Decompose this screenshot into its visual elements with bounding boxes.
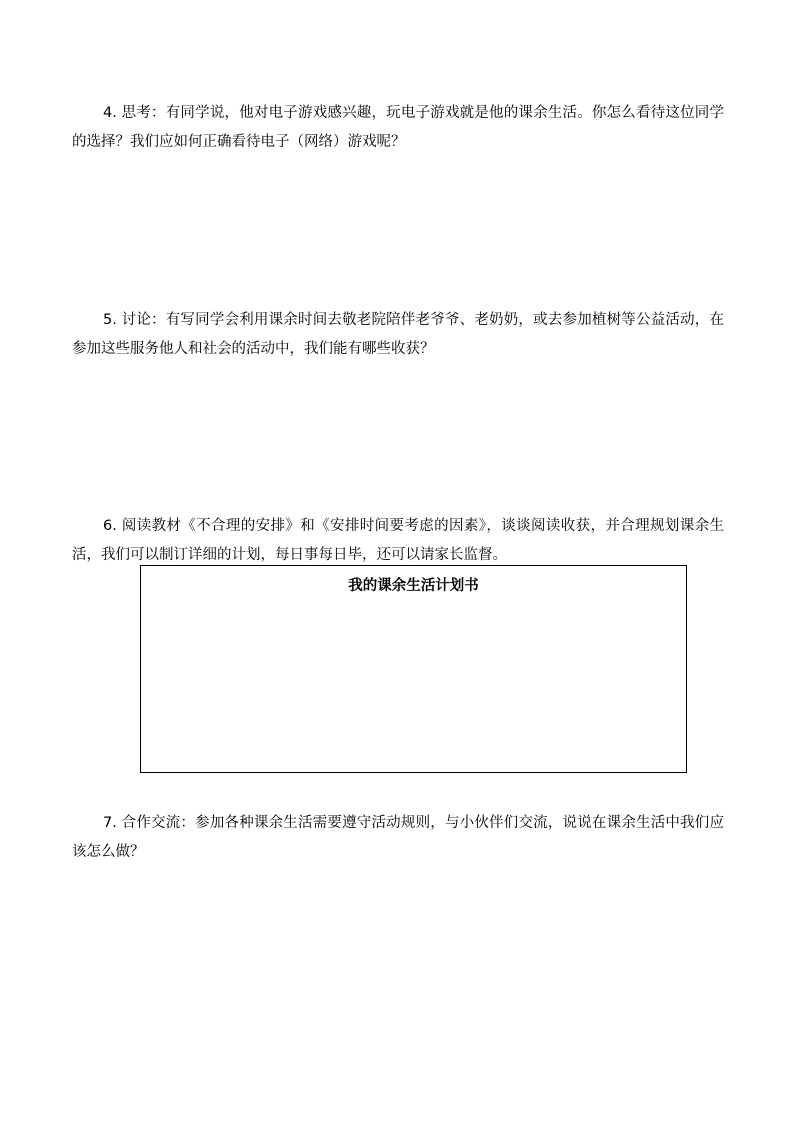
plan-box-title: 我的课余生活计划书 xyxy=(348,578,479,594)
question-4: 4. 思考：有同学说，他对电子游戏感兴趣，玩电子游戏就是他的课余生活。你怎么看待这位同学的选择？我们应如何正确看待电子（网络）游戏呢？ xyxy=(72,105,724,150)
question-7: 7. 合作交流：参加各种课余生活需要遵守活动规则，与小伙伴们交流，说说在课余生活中我们应该怎么做？ xyxy=(72,815,724,860)
question-5: 5. 讨论：有写同学会利用课余时间去敬老院陪伴老爷爷、老奶奶，或去参加植树等公益活动，在参加这些服务他人和社会的活动中，我们能有哪些收获？ xyxy=(72,312,724,357)
question-6: 6. 阅读教材《不合理的安排》和《安排时间要考虑的因素》，谈谈阅读收获，并合理规划课余生活，我们可以制订详细的计划，每日事每日毕，还可以请家长监督。 xyxy=(72,518,724,563)
plan-answer-box[interactable] xyxy=(140,565,687,773)
